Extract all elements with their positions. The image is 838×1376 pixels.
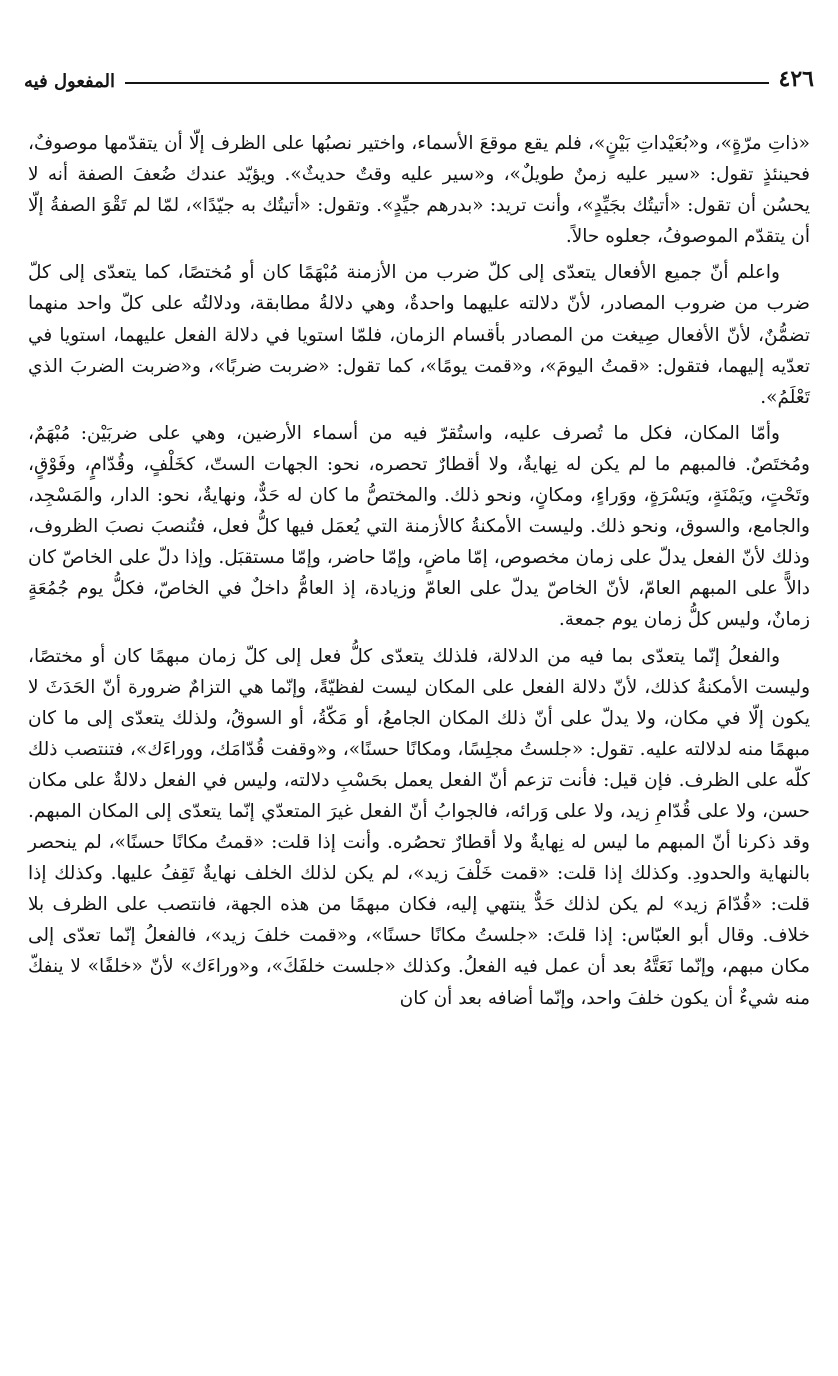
page-body [28, 128, 810, 1019]
running-header [24, 58, 814, 92]
header-rule [125, 82, 769, 84]
paragraph: وأمّا المكان، فكل ما تُصرف عليه، واستُقرّ فيه من أسماء الأرضين، وهي على ضربَيْن: مُبْهَمٌ، ومُختَصٌ. فالمبهم ما لم يكن له نِهايةٌ، ولا أقطارٌ تحصره، نحو: الجهات الستّ، كخَلْفٍ، وقُدّامٍ، وفَوْقٍ، وتَحْتٍ، ويَمْنَةٍ، ويَسْرَةٍ، ووَراءٍ، ومكانٍ، ونحو ذلك. والمختصُّ ما كان له حَدٌّ، ونهايةٌ، نحو: الدار، والمَسْجِد، والجامع، والسوق، ونحو ذلك. وليست الأمكنةُ كالأزمنة التي يُعمَل فيها كلُّ فعل، فتُنصبَ نصبَ الظروف، وذلك لأنّ الفعل يدلّ على زمان مخصوص، إمّا ماضٍ، وإمّا حاضر، وإمّا مستقبَل. وإذا دلّ على الخاصّ كان دالاًّ على المبهم العامّ، لأنّ الخاصّ يدلّ على العامّ وزيادة، إذ العامُّ داخلٌ في الخاصّ، فكلُّ يوم جُمُعَةٍ زمانٌ، وليس كلُّ زمان يوم جمعة. [28, 422, 810, 631]
paragraph: والفعلُ إنّما يتعدّى بما فيه من الدلالة، فلذلك يتعدّى كلُّ فعل إلى كلّ زمان مبهمًا كان أو مختصًا، وليست الأمكنةُ كذلك، لأنّ دلالة الفعل على المكان ليست لفظيّةً، وإنّما هي التزامٌ ضرورة أنّ الحَدَثَ لا يكون إلّا في مكان، ولا يدلّ على أنّ ذلك المكان الجامعُ، أو مَكّةُ، أو السوقُ، ولذلك يتعدّى إلى ما كان مبهمًا منه لدلالته عليه. تقول: «جلستُ مجلِسًا، ومكانًا حسنًا»، و«وقفت قُدّامَك، ووراءَك»، فتنتصب ذلك كلّه على الظرف. فإن قيل: فأنت تزعم أنّ الفعل يعمل بحَسْبِ دلالته، وليس في الفعل دلالةٌ على مكان حسن، ولا على قُدّامِ زيد، ولا على وَرائه، فالجوابُ أنّ الفعل غيرَ المتعدّي إنّما يتعدّى إلى المكان المبهم. وقد ذكرنا أنّ المبهم ما ليس له نِهايةٌ ولا أقطارٌ تحصُره. وأنت إذا قلت: «قمتُ مكانًا حسنًا»، لم ينحصر بالنهاية والحدودِ. وكذلك إذا قلت: «قمت خَلْفَ زيد»، لم يكن لذلك الخلف نهايةٌ تَقِفُ عليها. وكذلك إذا قلت: «قُدّامَ زيد» لم يكن لذلك حَدٌّ ينتهي إليه، فكان مبهمًا من هذه الجهة، فانتصب على الظرف بلا خلاف. وقال أبو العبّاس: إذا قلتَ: «جلستُ مكانًا حسنًا»، و«قمت خلفَ زيد»، فالفعلُ إنّما تعدّى إلى مكان مبهم، وإنّما نَعَتَّهُ بعد أن عمل فيه الفعلُ. وكذلك «جلست خلفَكَ»، و«وراءَك» لأنّ «خلفًا» لا ينفكّ منه شيءٌ أن يكون خلفَ واحد، وإنّما أضافه بعد أن كان [28, 645, 810, 1009]
chapter-title: المفعول فيه [24, 71, 116, 92]
paragraph: واعلم أنّ جميع الأفعال يتعدّى إلى كلّ ضرب من الأزمنة مُبْهَمًا كان أو مُختصًا، كما يتعدّى إلى كلّ ضرب من ضروب المصادر، لأنّ دلالته عليهما واحدةٌ، وهي دلالةُ مطابقة، ودلالتُه على كلّ واحد منهما تضمُّنٌ، لأنّ الأفعال صِيغت من المصادر بأقسام الزمان، فلمّا استويا في دلالة الفعل عليهما، استويا في تعدّيه إليهما، فتقول: «قمتُ اليومَ»، و«قمت يومًا»، كما تقول: «ضربت ضربًا»، و«ضربت الضربَ الذي تَعْلَمُ». [28, 262, 810, 408]
paragraph: «ذاتِ مرّةٍ»، و«بُعَيْداتِ بَيْنٍ»، فلم يقع موقعَ الأسماء، واختير نصبُها على الظرف إلّا أن يتقدّمها موصوفٌ، فحينئذٍ تقول: «سير عليه زمنٌ طويلٌ»، و«سير عليه وقتٌ حديثٌ». ويؤيّد عندك ضُعفَ الصفة أنه لا يحسُن أن تقول: «أتيتُك بجَيِّدٍ»، وأنت تريد: «بدرهم جيِّدٍ». وتقول: «أتيتُك به جيّدًا»، لمّا لم تَقْوَ الصفةُ إلّا أن يتقدّم الموصوفُ، جعلوه حالاً. [28, 133, 810, 248]
page-number: ٤٢٦ [778, 66, 814, 92]
